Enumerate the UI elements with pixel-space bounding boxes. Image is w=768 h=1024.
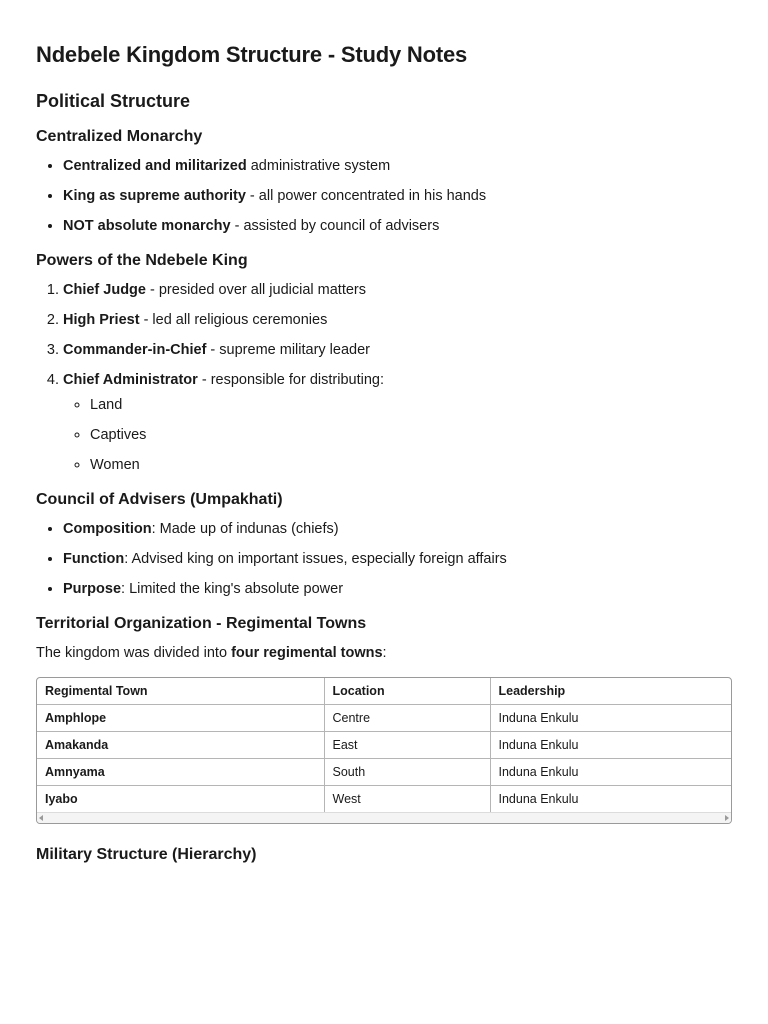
list-item xyxy=(63,186,732,206)
table-cell: Induna Enkulu xyxy=(490,705,731,732)
list-item-text: - supreme military leader xyxy=(206,342,370,358)
list-item xyxy=(63,310,732,330)
political-structure-heading: Political Structure xyxy=(36,91,191,111)
table-row xyxy=(37,786,731,813)
table-row xyxy=(37,732,731,759)
table-cell: Centre xyxy=(324,705,490,732)
list-item-bold: Function xyxy=(63,551,125,567)
list-item-text: : Advised king on important issues, especially foreign affairs xyxy=(124,551,507,567)
list-item-bold: Chief Administrator xyxy=(63,372,198,388)
table-cell: Iyabo xyxy=(37,786,324,813)
table-cell: Amnyama xyxy=(37,759,324,786)
list-item xyxy=(63,280,732,300)
list-item-bold: High Priest xyxy=(63,312,140,328)
list-item-text: - all power concentrated in his hands xyxy=(245,188,487,204)
table-cell: Induna Enkulu xyxy=(490,732,731,759)
list-item-bold: Purpose xyxy=(63,581,122,597)
list-item xyxy=(63,340,732,360)
list-item xyxy=(63,519,732,539)
scroll-right-arrow-icon[interactable] xyxy=(725,815,729,821)
table-cell: East xyxy=(324,732,490,759)
list-item-text: administrative system xyxy=(246,158,391,174)
list-item-bold: Commander-in-Chief xyxy=(63,342,207,358)
list-item-text: : Limited the king's absolute power xyxy=(121,581,344,597)
table-cell: Amphlope xyxy=(37,705,324,732)
table-header-row xyxy=(37,678,731,705)
list-item-text: - led all religious ceremonies xyxy=(139,312,328,328)
intro-text: : xyxy=(382,645,387,661)
regimental-towns-table xyxy=(37,678,731,812)
list-item: ◦ Captives xyxy=(90,425,732,445)
table-row xyxy=(37,759,731,786)
table-cell: Amakanda xyxy=(37,732,324,759)
council-list xyxy=(36,519,732,599)
list-item-text: - responsible for distributing: xyxy=(197,372,384,388)
table-cell: South xyxy=(324,759,490,786)
horizontal-scrollbar[interactable] xyxy=(37,812,731,823)
intro-bold: four regimental towns xyxy=(231,645,383,661)
list-item-text: - assisted by council of advisers xyxy=(230,218,440,234)
territorial-heading: Territorial Organization - Regimental Towns xyxy=(36,615,367,632)
military-structure-heading: Military Structure (Hierarchy) xyxy=(36,846,257,863)
column-header: Location xyxy=(324,678,490,705)
list-item: ◦ Women xyxy=(90,455,732,475)
list-item xyxy=(63,216,732,236)
list-item-bold: Centralized and militarized xyxy=(63,158,247,174)
table-cell: West xyxy=(324,786,490,813)
list-item-text: - presided over all judicial matters xyxy=(145,282,366,298)
intro-text: The kingdom was divided into xyxy=(36,645,232,661)
table-row xyxy=(37,705,731,732)
regimental-towns-table-container xyxy=(36,677,732,824)
list-item-bold: Chief Judge xyxy=(63,282,146,298)
list-item-text: : Made up of indunas (chiefs) xyxy=(151,521,339,537)
list-item xyxy=(63,549,732,569)
list-item-bold: NOT absolute monarchy xyxy=(63,218,231,234)
powers-heading: Powers of the Ndebele King xyxy=(36,252,248,269)
column-header: Leadership xyxy=(490,678,731,705)
table-cell: Induna Enkulu xyxy=(490,759,731,786)
territorial-intro xyxy=(36,643,732,663)
list-item xyxy=(63,156,732,176)
column-header: Regimental Town xyxy=(37,678,324,705)
list-item-bold: Composition xyxy=(63,521,152,537)
powers-list xyxy=(36,280,732,475)
list-item xyxy=(63,579,732,599)
page-title: Ndebele Kingdom Structure - Study Notes xyxy=(36,42,468,67)
centralized-monarchy-heading: Centralized Monarchy xyxy=(36,128,203,145)
distribution-list xyxy=(63,395,732,475)
council-heading: Council of Advisers (Umpakhati) xyxy=(36,491,283,508)
scroll-left-arrow-icon[interactable] xyxy=(39,815,43,821)
list-item: ◦ Land xyxy=(90,395,732,415)
list-item-bold: King as supreme authority xyxy=(63,188,246,204)
table-cell: Induna Enkulu xyxy=(498,792,579,806)
monarchy-list xyxy=(36,156,732,236)
list-item xyxy=(63,370,732,475)
